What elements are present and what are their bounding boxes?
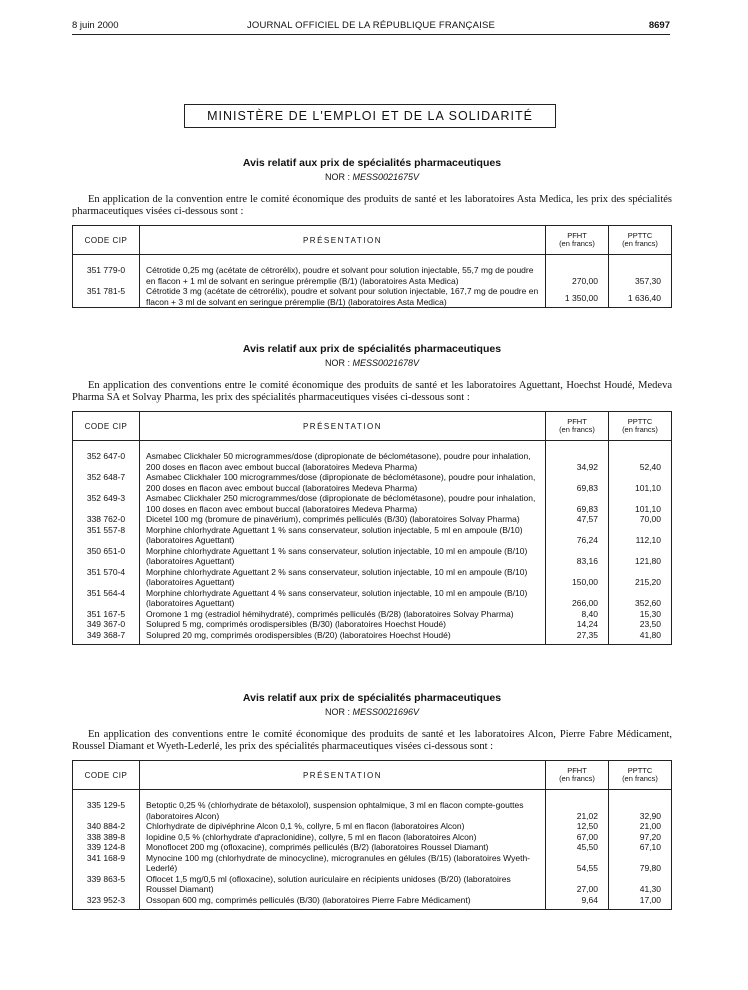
table-row	[73, 853, 672, 874]
spacer-cell	[546, 255, 609, 266]
col-header-pfht-label: PFHT	[567, 230, 587, 240]
nor-reference: MESS0021675V	[352, 172, 420, 182]
pfht-cell: 150,00	[546, 567, 609, 588]
price-table	[72, 411, 672, 645]
avis-title: Avis relatif aux prix de spécialités pharmaceutiques	[242, 157, 502, 169]
ppttc-cell: 352,60	[609, 588, 672, 609]
presentation-cell: Iopidine 0,5 % (chlorhydrate d'apraclonidine), collyre, 5 ml en flacon (laboratoires Alcon)	[140, 832, 546, 843]
pfht-cell: 45,50	[546, 842, 609, 853]
presentation-cell: Cétrotide 3 mg (acétate de cétrorélix), poudre et solvant pour solution injectable, 167,7 mg de poudre en flacon + 3 ml de solvant en seringue préremplie (B/1) (laboratoires Asta Medica)	[140, 286, 546, 308]
pfht-cell: 8,40	[546, 609, 609, 620]
page-header	[72, 18, 670, 35]
intro-paragraph: En application de la convention entre le comité économique des produits de santé et les laboratoires Asta Medica, les prix des spécialités pharmaceutiques visées ci-dessous sont :	[72, 194, 672, 217]
cip-code-cell: 338 389-8	[73, 832, 140, 843]
pfht-cell: 34,92	[546, 451, 609, 472]
col-header-code: CODE CIP	[73, 412, 140, 441]
header-page-number: 8697	[648, 20, 670, 31]
table-row	[73, 609, 672, 620]
nor-reference: MESS0021696V	[352, 707, 420, 717]
intro-paragraph: En application des conventions entre le comité économique des produits de santé et les laboratoires Alcon, Pierre Fabre Médicament, Roussel Diamant et Wyeth-Lederlé, les prix des spécialités pharmaceutiques visées ci-dessous sont :	[72, 729, 672, 752]
cip-code-cell: 352 649-3	[73, 493, 140, 514]
table-row	[73, 630, 672, 645]
pfht-cell: 12,50	[546, 821, 609, 832]
table-row	[73, 874, 672, 895]
presentation-cell: Monoflocet 200 mg (ofloxacine), comprimés pelliculés (B/2) (laboratoires Roussel Diamant)	[140, 842, 546, 853]
cip-code-cell: 338 762-0	[73, 514, 140, 525]
spacer-cell	[73, 255, 140, 266]
pfht-cell: 47,57	[546, 514, 609, 525]
presentation-cell: Asmabec Clickhaler 250 microgrammes/dose (dipropionate de béclométasone), poudre pour inhalation, 100 doses en flacon avec embout buccal (laboratoires Medeva Pharma)	[140, 493, 546, 514]
cip-code-cell: 351 570-4	[73, 567, 140, 588]
nor-line	[72, 707, 672, 717]
table-row	[73, 832, 672, 843]
presentation-cell: Morphine chlorhydrate Aguettant 1 % sans conservateur, solution injectable, 10 ml en ampoule (B/10) (laboratoires Aguettant)	[140, 546, 546, 567]
col-header-pfht-label: PFHT	[567, 416, 587, 426]
ppttc-cell: 21,00	[609, 821, 672, 832]
pfht-cell: 54,55	[546, 853, 609, 874]
avis-section-1	[72, 157, 672, 308]
table-row	[73, 265, 672, 286]
cip-code-cell: 339 124-8	[73, 842, 140, 853]
table-spacer-row	[73, 790, 672, 801]
spacer-cell	[140, 441, 546, 452]
avis-title: Avis relatif aux prix de spécialités pharmaceutiques	[242, 692, 502, 704]
pfht-cell: 27,35	[546, 630, 609, 645]
pfht-cell: 270,00	[546, 265, 609, 286]
pfht-cell: 69,83	[546, 493, 609, 514]
nor-label: NOR :	[324, 358, 350, 368]
spacer-cell	[546, 441, 609, 452]
pfht-cell: 67,00	[546, 832, 609, 843]
ppttc-cell: 32,90	[609, 800, 672, 821]
ppttc-cell: 215,20	[609, 567, 672, 588]
ministry-box: MINISTÈRE DE L'EMPLOI ET DE LA SOLIDARITÉ	[184, 104, 556, 128]
avis-title: Avis relatif aux prix de spécialités pharmaceutiques	[242, 343, 502, 355]
avis-section-3	[72, 692, 672, 910]
col-header-presentation: PRÉSENTATION	[140, 761, 546, 790]
table-row	[73, 821, 672, 832]
pfht-cell: 14,24	[546, 619, 609, 630]
presentation-cell: Morphine chlorhydrate Aguettant 4 % sans conservateur, solution injectable, 10 ml en ampoule (B/10) (laboratoires Aguettant)	[140, 588, 546, 609]
col-header-pfht	[546, 226, 609, 255]
table-row	[73, 619, 672, 630]
intro-paragraph: En application des conventions entre le comité économique des produits de santé et les laboratoires Aguettant, Hoechst Houdé, Medeva Pharma SA et Solvay Pharma, les prix des spécialités pharmaceutiques visées ci-dessous sont :	[72, 380, 672, 403]
table-row	[73, 525, 672, 546]
presentation-cell: Ossopan 600 mg, comprimés pelliculés (B/30) (laboratoires Pierre Fabre Médicament)	[140, 895, 546, 910]
presentation-cell: Chlorhydrate de dipivéphrine Alcon 0,1 %, collyre, 5 ml en flacon (laboratoires Alcon)	[140, 821, 546, 832]
spacer-cell	[609, 441, 672, 452]
table-row	[73, 842, 672, 853]
cip-code-cell: 341 168-9	[73, 853, 140, 874]
ppttc-cell: 101,10	[609, 493, 672, 514]
col-header-code: CODE CIP	[73, 226, 140, 255]
table-row	[73, 286, 672, 308]
col-header-ppttc	[609, 412, 672, 441]
cip-code-cell: 349 367-0	[73, 619, 140, 630]
col-header-code: CODE CIP	[73, 761, 140, 790]
presentation-cell: Solupred 5 mg, comprimés orodispersibles (B/30) (laboratoires Hoechst Houdé)	[140, 619, 546, 630]
cip-code-cell: 323 952-3	[73, 895, 140, 910]
table-header-row	[73, 412, 672, 441]
ppttc-cell: 1 636,40	[609, 286, 672, 308]
cip-code-cell: 335 129-5	[73, 800, 140, 821]
table-header-row	[73, 761, 672, 790]
table-row	[73, 588, 672, 609]
ppttc-cell: 23,50	[609, 619, 672, 630]
table-header-row	[73, 226, 672, 255]
presentation-cell: Oflocet 1,5 mg/0,5 ml (ofloxacine), solution auriculaire en récipients unidoses (B/20) (laboratoires Roussel Diamant)	[140, 874, 546, 895]
cip-code-cell: 340 884-2	[73, 821, 140, 832]
table-row	[73, 567, 672, 588]
ppttc-cell: 70,00	[609, 514, 672, 525]
nor-line	[72, 172, 672, 182]
col-header-ppttc-unit: (en francs)	[622, 425, 658, 434]
col-header-ppttc-unit: (en francs)	[622, 774, 658, 783]
col-header-pfht-unit: (en francs)	[559, 774, 595, 783]
ppttc-cell: 52,40	[609, 451, 672, 472]
presentation-cell: Asmabec Clickhaler 50 microgrammes/dose (dipropionate de béclométasone), poudre pour inhalation, 200 doses en flacon avec embout buccal (laboratoires Medeva Pharma)	[140, 451, 546, 472]
cip-code-cell: 351 781-5	[73, 286, 140, 308]
ppttc-cell: 101,10	[609, 472, 672, 493]
table-spacer-row	[73, 441, 672, 452]
cip-code-cell: 351 779-0	[73, 265, 140, 286]
presentation-cell: Betoptic 0,25 % (chlorhydrate de bétaxolol), suspension ophtalmique, 3 ml en flacon compte-gouttes (laboratoires Alcon)	[140, 800, 546, 821]
price-table	[72, 760, 672, 910]
table-row	[73, 514, 672, 525]
price-table	[72, 225, 672, 308]
pfht-cell: 9,64	[546, 895, 609, 910]
col-header-ppttc-label: PPTTC	[627, 230, 653, 240]
col-header-pfht	[546, 412, 609, 441]
cip-code-cell: 351 557-8	[73, 525, 140, 546]
pfht-cell: 1 350,00	[546, 286, 609, 308]
ppttc-cell: 121,80	[609, 546, 672, 567]
ppttc-cell: 97,20	[609, 832, 672, 843]
spacer-cell	[546, 790, 609, 801]
spacer-cell	[609, 255, 672, 266]
table-row	[73, 546, 672, 567]
col-header-ppttc-label: PPTTC	[627, 416, 653, 426]
ppttc-cell: 41,30	[609, 874, 672, 895]
nor-label: NOR :	[324, 707, 350, 717]
table-row	[73, 493, 672, 514]
ppttc-cell: 67,10	[609, 842, 672, 853]
ppttc-cell: 17,00	[609, 895, 672, 910]
ppttc-cell: 79,80	[609, 853, 672, 874]
spacer-cell	[73, 790, 140, 801]
pfht-cell: 266,00	[546, 588, 609, 609]
col-header-pfht	[546, 761, 609, 790]
presentation-cell: Cétrotide 0,25 mg (acétate de cétrorélix), poudre et solvant pour solution injectable, 55,7 mg de poudre en flacon + 1 ml de solvant en seringue préremplie (B/1) (laboratoires Asta Medica)	[140, 265, 546, 286]
nor-line	[72, 358, 672, 368]
cip-code-cell: 349 368-7	[73, 630, 140, 645]
presentation-cell: Mynocine 100 mg (chlorhydrate de minocycline), microgranules en gélules (B/15) (laboratoires Wyeth-Lederlé)	[140, 853, 546, 874]
ppttc-cell: 112,10	[609, 525, 672, 546]
spacer-cell	[609, 790, 672, 801]
presentation-cell: Dicetel 100 mg (bromure de pinavérium), comprimés pelliculés (B/30) (laboratoires Solvay Pharma)	[140, 514, 546, 525]
spacer-cell	[140, 790, 546, 801]
cip-code-cell: 339 863-5	[73, 874, 140, 895]
ppttc-cell: 41,80	[609, 630, 672, 645]
col-header-ppttc-label: PPTTC	[627, 765, 653, 775]
col-header-ppttc	[609, 226, 672, 255]
header-journal-title: JOURNAL OFFICIEL DE LA RÉPUBLIQUE FRANÇAISE	[246, 20, 496, 31]
pfht-cell: 27,00	[546, 874, 609, 895]
pfht-cell: 69,83	[546, 472, 609, 493]
table-row	[73, 800, 672, 821]
cip-code-cell: 351 564-4	[73, 588, 140, 609]
table-row	[73, 451, 672, 472]
pfht-cell: 83,16	[546, 546, 609, 567]
cip-code-cell: 352 647-0	[73, 451, 140, 472]
ppttc-cell: 15,30	[609, 609, 672, 620]
nor-label: NOR :	[324, 172, 350, 182]
col-header-ppttc-unit: (en francs)	[622, 239, 658, 248]
table-row	[73, 895, 672, 910]
spacer-cell	[73, 441, 140, 452]
cip-code-cell: 352 648-7	[73, 472, 140, 493]
presentation-cell: Oromone 1 mg (estradiol hémihydraté), comprimés pelliculés (B/28) (laboratoires Solvay Pharma)	[140, 609, 546, 620]
col-header-pfht-label: PFHT	[567, 765, 587, 775]
presentation-cell: Solupred 20 mg, comprimés orodispersibles (B/20) (laboratoires Hoechst Houdé)	[140, 630, 546, 645]
header-date: 8 juin 2000	[72, 20, 119, 31]
cip-code-cell: 351 167-5	[73, 609, 140, 620]
col-header-pfht-unit: (en francs)	[559, 425, 595, 434]
pfht-cell: 76,24	[546, 525, 609, 546]
presentation-cell: Morphine chlorhydrate Aguettant 1 % sans conservateur, solution injectable, 5 ml en ampoule (B/10) (laboratoires Aguettant)	[140, 525, 546, 546]
ppttc-cell: 357,30	[609, 265, 672, 286]
table-row	[73, 472, 672, 493]
col-header-presentation: PRÉSENTATION	[140, 412, 546, 441]
avis-section-2	[72, 343, 672, 645]
presentation-cell: Morphine chlorhydrate Aguettant 2 % sans conservateur, solution injectable, 10 ml en ampoule (B/10) (laboratoires Aguettant)	[140, 567, 546, 588]
nor-reference: MESS0021678V	[352, 358, 420, 368]
spacer-cell	[140, 255, 546, 266]
col-header-pfht-unit: (en francs)	[559, 239, 595, 248]
col-header-ppttc	[609, 761, 672, 790]
cip-code-cell: 350 651-0	[73, 546, 140, 567]
col-header-presentation: PRÉSENTATION	[140, 226, 546, 255]
presentation-cell: Asmabec Clickhaler 100 microgrammes/dose (dipropionate de béclométasone), poudre pour inhalation, 200 doses en flacon avec embout buccal (laboratoires Medeva Pharma)	[140, 472, 546, 493]
pfht-cell: 21,02	[546, 800, 609, 821]
table-spacer-row	[73, 255, 672, 266]
